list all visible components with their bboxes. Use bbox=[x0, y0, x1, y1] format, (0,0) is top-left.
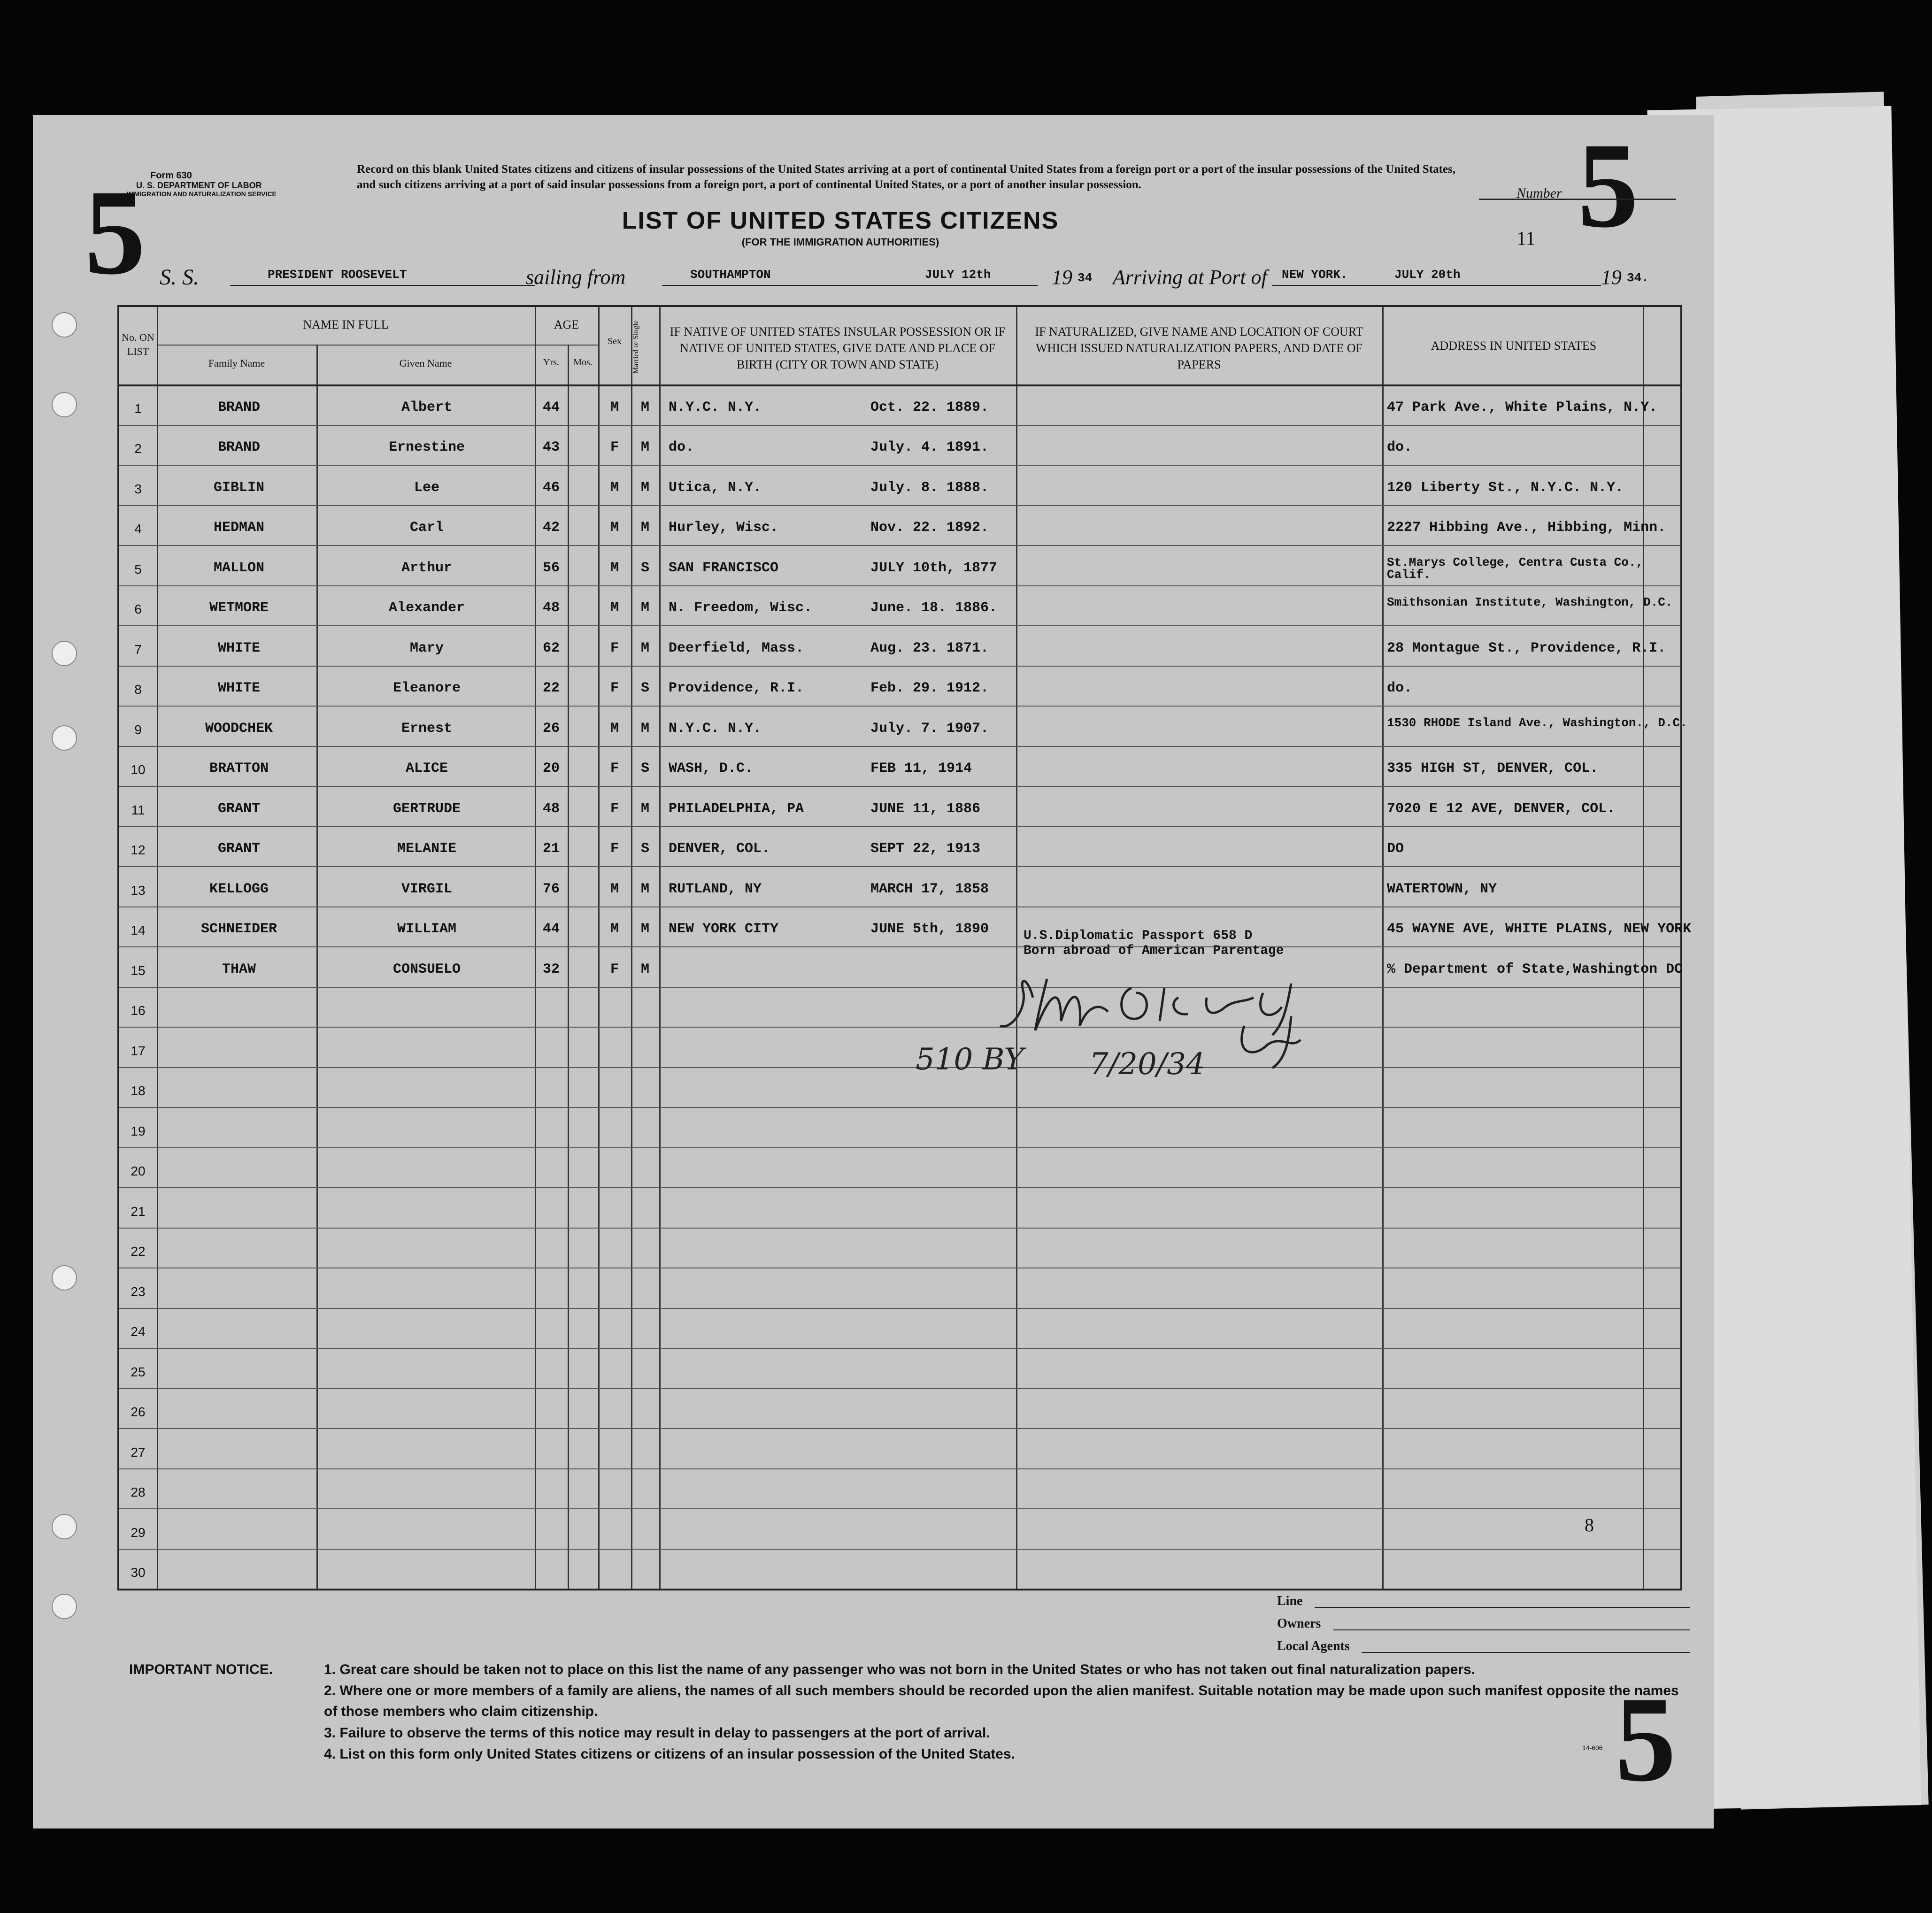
cell-place: DENVER, COL. bbox=[669, 841, 770, 857]
notice-3: 3. Failure to observe the terms of this notice may result in delay to passengers at the port of arrival. bbox=[324, 1725, 990, 1741]
cell-place: RUTLAND, NY bbox=[669, 881, 762, 897]
row-number: 26 bbox=[131, 1405, 146, 1419]
footer-stamp: 5 bbox=[1615, 1672, 1676, 1807]
cell-place: PHILADELPHIA, PA bbox=[669, 800, 804, 817]
row-number: 1 bbox=[134, 401, 142, 416]
row-divider bbox=[119, 866, 1680, 867]
row-number: 22 bbox=[131, 1244, 146, 1259]
punch-hole bbox=[52, 1514, 77, 1539]
ss-label: S. S. bbox=[160, 265, 199, 290]
cell-sex: F bbox=[610, 640, 619, 656]
cell-address: 45 WAYNE AVE, WHITE PLAINS, NEW YORK bbox=[1387, 921, 1692, 937]
cell-age: 44 bbox=[542, 921, 560, 937]
handwritten-number: 11 bbox=[1516, 228, 1536, 250]
cell-ms: S bbox=[640, 680, 649, 696]
row-divider bbox=[119, 1428, 1680, 1429]
cell-given: MELANIE bbox=[397, 841, 457, 857]
row-number: 6 bbox=[134, 602, 142, 616]
cell-ms: M bbox=[640, 961, 649, 977]
cell-address: do. bbox=[1387, 439, 1413, 455]
cell-address: % Department of State,Washington DC bbox=[1387, 961, 1683, 977]
passenger-table bbox=[117, 305, 1692, 1590]
punch-hole bbox=[52, 1594, 77, 1619]
cell-family: THAW bbox=[222, 961, 256, 977]
cell-sex: M bbox=[610, 600, 619, 616]
cell-sex: M bbox=[610, 921, 619, 937]
punch-hole bbox=[52, 312, 77, 338]
cell-family: WHITE bbox=[217, 640, 260, 656]
row-number: 28 bbox=[131, 1485, 146, 1499]
arrival-date: JULY 20th bbox=[1394, 268, 1461, 282]
row-number: 15 bbox=[131, 963, 146, 978]
row-number: 10 bbox=[131, 762, 146, 777]
cell-sex: F bbox=[610, 961, 619, 977]
cell-sex: F bbox=[610, 439, 619, 455]
line-underline bbox=[1315, 1607, 1690, 1608]
cell-place: N. Freedom, Wisc. bbox=[669, 600, 813, 616]
cell-address: DO bbox=[1387, 841, 1404, 857]
row-number: 13 bbox=[131, 883, 146, 898]
cell-given: Mary bbox=[409, 640, 444, 656]
print-code: 14-606 bbox=[1582, 1744, 1603, 1752]
cell-age: 76 bbox=[542, 881, 560, 897]
row-number: 14 bbox=[131, 923, 146, 937]
page-stamp: 5 bbox=[85, 165, 146, 300]
page-subtitle: (FOR THE IMMIGRATION AUTHORITIES) bbox=[741, 236, 939, 248]
col-name-header: NAME IN FULL bbox=[303, 318, 389, 331]
cell-ms: S bbox=[640, 761, 649, 776]
cell-address: 1530 RHODE Island Ave., Washington., D.C. bbox=[1387, 715, 1687, 730]
cell-address: 335 HIGH ST, DENVER, COL. bbox=[1387, 761, 1599, 776]
cell-address: WATERTOWN, NY bbox=[1387, 881, 1497, 897]
cell-family: BRATTON bbox=[209, 761, 269, 776]
cell-ms: M bbox=[640, 640, 649, 656]
row-number: 2 bbox=[134, 441, 142, 456]
column-divider bbox=[659, 307, 661, 1589]
cell-age: 44 bbox=[542, 399, 560, 415]
cell-sex: M bbox=[610, 479, 619, 496]
cell-family: GRANT bbox=[217, 841, 260, 857]
number-underline bbox=[1479, 199, 1676, 200]
column-divider bbox=[535, 307, 536, 1589]
cell-sex: F bbox=[610, 680, 619, 696]
cell-ms: M bbox=[640, 600, 649, 616]
cell-age: 20 bbox=[542, 761, 560, 776]
row-divider bbox=[119, 987, 1680, 988]
cell-family: WETMORE bbox=[209, 600, 269, 616]
row-divider bbox=[119, 465, 1680, 466]
col-birth-header: IF NATIVE OF UNITED STATES INSULAR POSSESSION OR IF NATIVE OF UNITED STATES, GIVE DATE AND PLACE OF BIRTH (CITY OR TOWN AND STATE) bbox=[670, 325, 1006, 372]
row-divider bbox=[119, 1187, 1680, 1188]
row-number: 29 bbox=[131, 1525, 146, 1540]
col-mos-header: Mos. bbox=[573, 357, 593, 368]
year-prefix-2: 19 bbox=[1601, 266, 1622, 289]
cell-family: BRAND bbox=[217, 439, 260, 455]
cell-given: Eleanore bbox=[393, 680, 461, 696]
cell-ms: M bbox=[640, 520, 649, 536]
col-age-header: AGE bbox=[554, 318, 579, 331]
cell-date: MARCH 17, 1858 bbox=[870, 881, 989, 897]
cell-address: 2227 Hibbing Ave., Hibbing, Minn. bbox=[1387, 520, 1666, 536]
row-number: 30 bbox=[131, 1565, 146, 1580]
notice-title: IMPORTANT NOTICE. bbox=[129, 1662, 273, 1677]
cell-given: CONSUELO bbox=[393, 961, 461, 977]
punch-hole bbox=[52, 725, 77, 751]
naturalization-note-line1: U.S.Diplomatic Passport 658 D bbox=[1024, 929, 1253, 943]
row-number: 17 bbox=[131, 1043, 146, 1058]
row-number: 21 bbox=[131, 1204, 146, 1219]
owners-underline bbox=[1333, 1629, 1690, 1630]
row-number: 9 bbox=[134, 722, 142, 737]
instructions-text: Record on this blank United States citizens and citizens of insular possessions of the United States arriving at a port of continental United States from a foreign port or a port of the insular possessions of the United States, and such citizens arriving at a port of said insular possessions from a foreign port, a port of continental United States, or a port of another insular possession. bbox=[357, 163, 1455, 191]
row-divider bbox=[119, 666, 1680, 667]
cell-date: June. 18. 1886. bbox=[870, 600, 998, 616]
row-divider bbox=[119, 1107, 1680, 1108]
column-divider bbox=[1643, 307, 1644, 1589]
cell-age: 62 bbox=[542, 640, 560, 656]
row-divider bbox=[119, 1549, 1680, 1550]
cell-place: NEW YORK CITY bbox=[669, 921, 779, 937]
depart-date: JULY 12th bbox=[925, 268, 991, 282]
column-divider bbox=[157, 307, 158, 1589]
cell-family: MALLON bbox=[213, 560, 265, 576]
column-divider bbox=[1382, 307, 1384, 1589]
cell-date: July. 8. 1888. bbox=[870, 479, 989, 496]
row-divider bbox=[119, 1027, 1680, 1028]
agents-underline bbox=[1362, 1652, 1690, 1653]
row-divider bbox=[119, 746, 1680, 747]
cell-family: BRAND bbox=[217, 399, 260, 415]
cell-family: KELLOGG bbox=[209, 881, 269, 897]
cell-ms: M bbox=[640, 479, 649, 496]
cell-age: 26 bbox=[542, 720, 560, 737]
cell-age: 48 bbox=[542, 800, 560, 817]
cell-given: Carl bbox=[409, 520, 444, 536]
arrival-port: NEW YORK. bbox=[1282, 268, 1348, 282]
row-number: 8 bbox=[134, 682, 142, 697]
cell-address: 7020 E 12 AVE, DENVER, COL. bbox=[1387, 800, 1616, 817]
cell-sex: F bbox=[610, 841, 619, 857]
cell-date: Aug. 23. 1871. bbox=[870, 640, 989, 656]
row-number: 4 bbox=[134, 522, 142, 536]
row-divider bbox=[119, 1147, 1680, 1148]
depart-year: 34 bbox=[1078, 271, 1093, 285]
cell-given: ALICE bbox=[405, 761, 448, 776]
row-divider bbox=[119, 1228, 1680, 1229]
cell-address: 120 Liberty St., N.Y.C. N.Y. bbox=[1387, 479, 1624, 496]
row-number: 23 bbox=[131, 1284, 146, 1299]
manifest-page bbox=[33, 115, 1714, 1828]
punch-hole bbox=[52, 392, 77, 417]
cell-age: 32 bbox=[542, 961, 560, 977]
col-given-header: Given Name bbox=[399, 357, 452, 369]
page-marker: 8 bbox=[1585, 1514, 1594, 1536]
row-divider bbox=[119, 545, 1680, 546]
cell-given: Alexander bbox=[388, 600, 465, 616]
row-number: 24 bbox=[131, 1324, 146, 1339]
cell-place: N.Y.C. N.Y. bbox=[669, 399, 762, 415]
year-prefix: 19 bbox=[1052, 266, 1072, 289]
cell-sex: M bbox=[610, 520, 619, 536]
header-bottom-line bbox=[119, 384, 1680, 386]
cell-date: July. 7. 1907. bbox=[870, 720, 989, 737]
cell-sex: M bbox=[610, 399, 619, 415]
row-number: 3 bbox=[134, 481, 142, 496]
line-label: Line bbox=[1277, 1594, 1303, 1608]
cell-given: Albert bbox=[401, 399, 453, 415]
cell-age: 56 bbox=[542, 560, 560, 576]
punch-hole bbox=[52, 1265, 77, 1291]
punch-hole bbox=[52, 641, 77, 666]
cell-date: FEB 11, 1914 bbox=[870, 761, 972, 776]
cell-age: 21 bbox=[542, 841, 560, 857]
cell-sex: F bbox=[610, 761, 619, 776]
cell-date: JUNE 11, 1886 bbox=[870, 800, 981, 817]
col-marital-header: Married or Single bbox=[632, 320, 640, 374]
cell-sex: M bbox=[610, 560, 619, 576]
row-divider bbox=[119, 826, 1680, 827]
cell-given: Lee bbox=[414, 479, 439, 496]
cell-given: VIRGIL bbox=[401, 881, 453, 897]
handwritten-annotation-left: 510 BY bbox=[916, 1042, 1024, 1077]
row-divider bbox=[119, 625, 1680, 626]
column-divider bbox=[568, 345, 569, 1589]
row-divider bbox=[119, 425, 1680, 426]
cell-ms: M bbox=[640, 881, 649, 897]
sailing-underline bbox=[662, 285, 1038, 286]
cell-address: St.Marys College, Centra Custa Co., Calif. bbox=[1387, 555, 1644, 582]
row-divider bbox=[119, 1468, 1680, 1469]
row-number: 27 bbox=[131, 1444, 146, 1460]
cell-given: Arthur bbox=[401, 560, 453, 576]
cell-place: Providence, R.I. bbox=[669, 680, 804, 696]
cell-date: JULY 10th, 1877 bbox=[870, 560, 998, 576]
cell-ms: M bbox=[640, 921, 649, 937]
page-title: LIST OF UNITED STATES CITIZENS bbox=[622, 207, 1059, 234]
cell-sex: M bbox=[610, 881, 619, 897]
row-number: 11 bbox=[131, 802, 145, 817]
cell-place: WASH, D.C. bbox=[669, 761, 754, 776]
cell-date: July. 4. 1891. bbox=[870, 439, 989, 455]
cell-ms: M bbox=[640, 399, 649, 415]
cell-family: HEDMAN bbox=[213, 520, 265, 536]
column-divider bbox=[598, 307, 600, 1589]
cell-address: 47 Park Ave., White Plains, N.Y. bbox=[1387, 399, 1658, 415]
cell-family: GRANT bbox=[217, 800, 260, 817]
handwritten-annotation-date: 7/20/34 bbox=[1089, 1047, 1205, 1082]
column-divider bbox=[1016, 307, 1017, 1589]
col-naturalized-header: IF NATURALIZED, GIVE NAME AND LOCATION OF COURT WHICH ISSUED NATURALIZATION PAPERS, AND DATE OF PAPERS bbox=[1035, 325, 1363, 372]
cell-address: 28 Montague St., Providence, R.I. bbox=[1387, 640, 1666, 656]
row-number: 16 bbox=[131, 1003, 146, 1018]
cell-ms: M bbox=[640, 720, 649, 737]
arrival-underline bbox=[1272, 285, 1601, 286]
row-divider bbox=[119, 1308, 1680, 1309]
row-divider bbox=[119, 505, 1680, 506]
row-number: 12 bbox=[131, 843, 146, 857]
col-family-header: Family Name bbox=[208, 357, 265, 369]
department-label: U. S. DEPARTMENT OF LABOR bbox=[136, 181, 262, 190]
notice-4: 4. List on this form only United States citizens or citizens of an insular possession of the United States. bbox=[324, 1746, 1015, 1762]
sailing-from-label: sailing from bbox=[526, 266, 626, 289]
row-divider bbox=[119, 585, 1680, 586]
cell-ms: S bbox=[640, 560, 649, 576]
row-divider bbox=[119, 1348, 1680, 1349]
column-divider bbox=[316, 345, 318, 1589]
col-sex-header: Sex bbox=[608, 336, 622, 346]
ship-name: PRESIDENT ROOSEVELT bbox=[268, 268, 407, 282]
service-label: IMMIGRATION AND NATURALIZATION SERVICE bbox=[127, 190, 277, 198]
cell-ms: M bbox=[640, 800, 649, 817]
row-number: 18 bbox=[131, 1083, 146, 1098]
cell-date: JUNE 5th, 1890 bbox=[870, 921, 989, 937]
row-divider bbox=[119, 1508, 1680, 1509]
row-number: 5 bbox=[134, 561, 142, 576]
agents-label: Local Agents bbox=[1277, 1639, 1350, 1653]
cell-date: Oct. 22. 1889. bbox=[870, 399, 989, 415]
cell-date: Feb. 29. 1912. bbox=[870, 680, 989, 696]
row-number: 19 bbox=[131, 1123, 146, 1138]
cell-place: SAN FRANCISCO bbox=[669, 560, 779, 576]
row-divider bbox=[119, 1067, 1680, 1068]
row-divider bbox=[119, 786, 1680, 787]
cell-age: 46 bbox=[542, 479, 560, 496]
cell-place: Deerfield, Mass. bbox=[669, 640, 804, 656]
form-number: Form 630 bbox=[150, 170, 192, 181]
owners-label: Owners bbox=[1277, 1616, 1321, 1631]
col-no-header: No. ON LIST bbox=[122, 331, 154, 357]
cell-ms: M bbox=[640, 439, 649, 455]
arriving-label: Arriving at Port of bbox=[1113, 266, 1267, 289]
cell-age: 48 bbox=[542, 600, 560, 616]
column-divider bbox=[631, 307, 632, 1589]
cell-date: SEPT 22, 1913 bbox=[870, 841, 981, 857]
row-divider bbox=[119, 706, 1680, 707]
header-subline bbox=[157, 345, 598, 346]
cell-place: Hurley, Wisc. bbox=[669, 520, 779, 536]
cell-age: 42 bbox=[542, 520, 560, 536]
cell-age: 22 bbox=[542, 680, 560, 696]
col-yrs-header: Yrs. bbox=[543, 357, 559, 368]
notice-1: 1. Great care should be taken not to place on this list the name of any passenger who was not born in the United States or who has not taken out final naturalization papers. bbox=[324, 1662, 1476, 1677]
row-number: 20 bbox=[131, 1164, 146, 1178]
cell-family: WHITE bbox=[217, 680, 260, 696]
cell-given: GERTRUDE bbox=[393, 800, 461, 817]
row-divider bbox=[119, 1388, 1680, 1389]
number-stamp: 5 bbox=[1578, 118, 1639, 253]
cell-family: WOODCHEK bbox=[205, 720, 273, 737]
cell-sex: M bbox=[610, 720, 619, 737]
ship-underline bbox=[230, 285, 535, 286]
cell-age: 43 bbox=[542, 439, 560, 455]
notice-2: 2. Where one or more members of a family are aliens, the names of all such members should be recorded upon the alien manifest. Suitable notation may be made upon such manifest opposite the names of those members who claim citizenship. bbox=[324, 1683, 1679, 1719]
row-divider bbox=[119, 946, 1680, 947]
sailing-from: SOUTHAMPTON bbox=[690, 268, 771, 282]
cell-given: Ernest bbox=[401, 720, 453, 737]
row-number: 7 bbox=[134, 642, 142, 657]
cell-given: Ernestine bbox=[388, 439, 465, 455]
naturalization-note-line2: Born abroad of American Parentage bbox=[1024, 944, 1284, 958]
cell-family: SCHNEIDER bbox=[200, 921, 277, 937]
cell-ms: S bbox=[640, 841, 649, 857]
cell-place: Utica, N.Y. bbox=[669, 479, 762, 496]
cell-place: N.Y.C. N.Y. bbox=[669, 720, 762, 737]
cell-given: WILLIAM bbox=[397, 921, 457, 937]
cell-address: Smithsonian Institute, Washington, D.C. bbox=[1387, 595, 1673, 609]
row-number: 25 bbox=[131, 1364, 146, 1379]
cell-family: GIBLIN bbox=[213, 479, 265, 496]
cell-place: do. bbox=[669, 439, 694, 455]
cell-date: Nov. 22. 1892. bbox=[870, 520, 989, 536]
cell-sex: F bbox=[610, 800, 619, 817]
col-address-header: ADDRESS IN UNITED STATES bbox=[1431, 339, 1597, 353]
cell-address: do. bbox=[1387, 680, 1413, 696]
arrival-year: 34. bbox=[1627, 271, 1649, 285]
number-label: Number bbox=[1516, 185, 1562, 201]
